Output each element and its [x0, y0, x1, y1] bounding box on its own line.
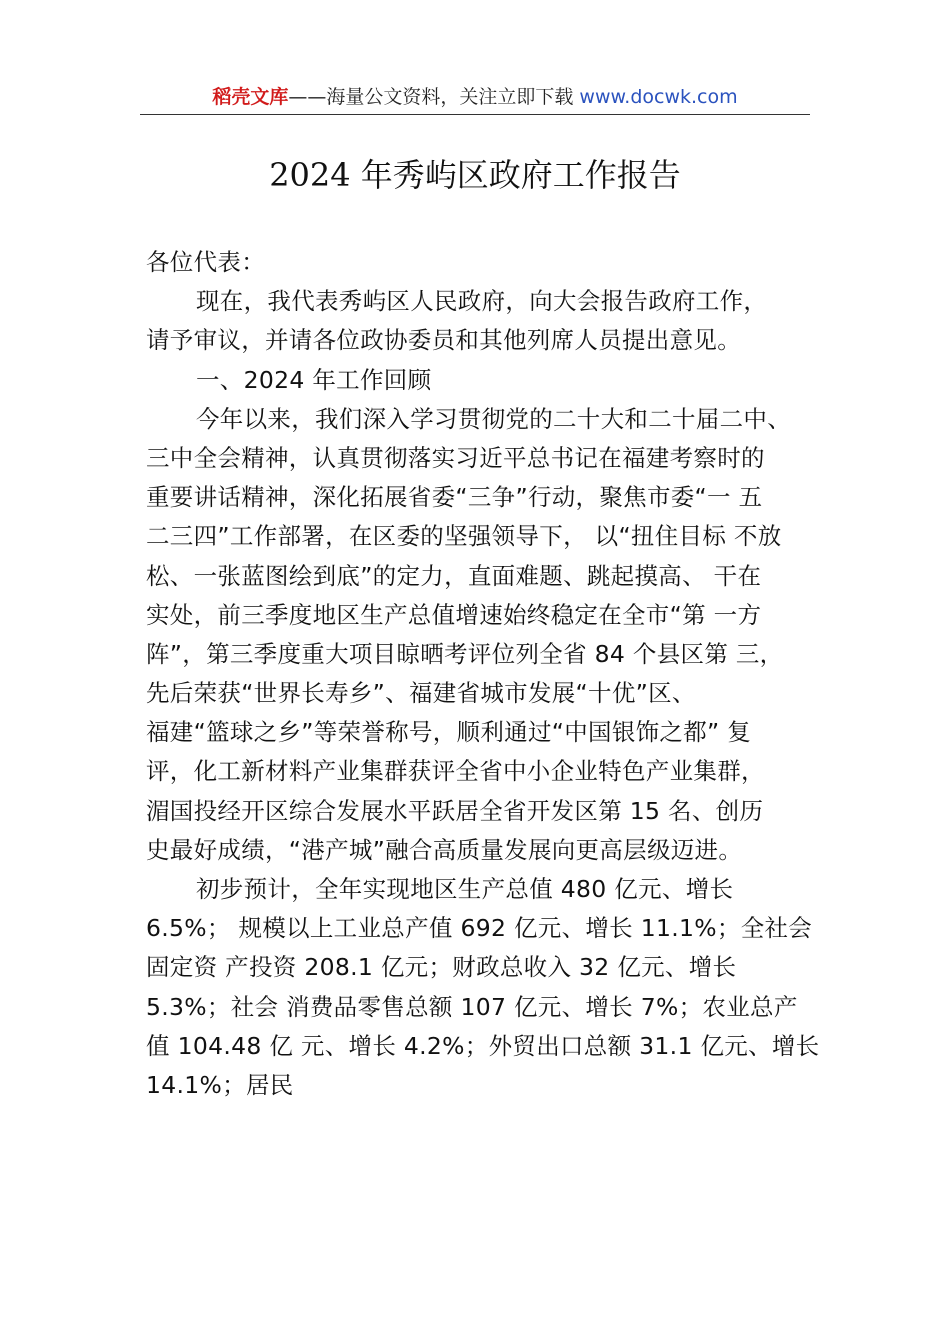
paragraph-line: 初步预计，全年实现地区生产总值 480 亿元、增长: [196, 875, 734, 903]
paragraph-line: 史最好成绩，“港产城”融合高质量发展向更高层级迈进。: [146, 835, 743, 864]
paragraph-line: 湄国投经开区综合发展水平跃居全省开发区第 15 名、创历: [146, 796, 764, 825]
paragraph-line: 固定资 产投资 208.1 亿元；财政总收入 32 亿元、增长: [146, 953, 737, 982]
paragraph-line: 松、一张蓝图绘到底”的定力，直面难题、跳起摸高、 干在: [146, 561, 762, 590]
paragraph-line: 6.5%； 规模以上工业总产值 692 亿元、增长 11.1%；全社会: [146, 914, 813, 943]
brand-name: 稻壳文库: [212, 86, 289, 108]
paragraph-line: 值 104.48 亿 元、增长 4.2%；外贸出口总额 31.1 亿元、增长: [146, 1031, 820, 1060]
salutation: 各位代表：: [146, 248, 265, 276]
header-tagline: ——海量公文资料，关注立即下载: [288, 86, 574, 108]
paragraph-line: 实处，前三季度地区生产总值增速始终稳定在全市“第 一方: [146, 600, 762, 629]
paragraph-line: 现在，我代表秀屿区人民政府，向大会报告政府工作，: [196, 287, 768, 316]
paragraph-line: 5.3%；社会 消费品零售总额 107 亿元、增长 7%；农业总产: [146, 992, 798, 1021]
paragraph-line: 二三四”工作部署，在区委的坚强领导下， 以“扭住目标 不放: [146, 522, 782, 551]
paragraph-line: 先后荣获“世界长寿乡”、福建省城市发展“十优”区、: [146, 679, 696, 708]
paragraph-line: 三中全会精神，认真贯彻落实习近平总书记在福建考察时的: [146, 443, 765, 472]
document-title: 2024 年秀屿区政府工作报告: [269, 156, 681, 194]
paragraph-line: 今年以来，我们深入学习贯彻党的二十大和二十届二中、: [196, 404, 791, 433]
paragraph-line: 评，化工新材料产业集群获评全省中小企业特色产业集群，: [146, 757, 765, 786]
paragraph-line: 重要讲话精神，深化拓展省委“三争”行动，聚焦市委“一 五: [146, 483, 763, 512]
section-heading: 一、2024 年工作回顾: [196, 365, 432, 394]
watermark-header: [140, 82, 810, 114]
document-body: [146, 243, 826, 1105]
header-divider: [140, 114, 810, 115]
header-url-link[interactable]: www.docwk.com: [579, 86, 738, 108]
paragraph-line: 请予审议，并请各位政协委员和其他列席人员提出意见。: [146, 326, 741, 355]
paragraph-line: 14.1%；居民: [146, 1070, 294, 1099]
paragraph-line: 阵”，第三季度重大项目晾晒考评位列全省 84 个县区第 三，: [146, 639, 784, 668]
paragraph-line: 福建“篮球之乡”等荣誉称号，顺利通过“中国银饰之都” 复: [146, 718, 752, 747]
